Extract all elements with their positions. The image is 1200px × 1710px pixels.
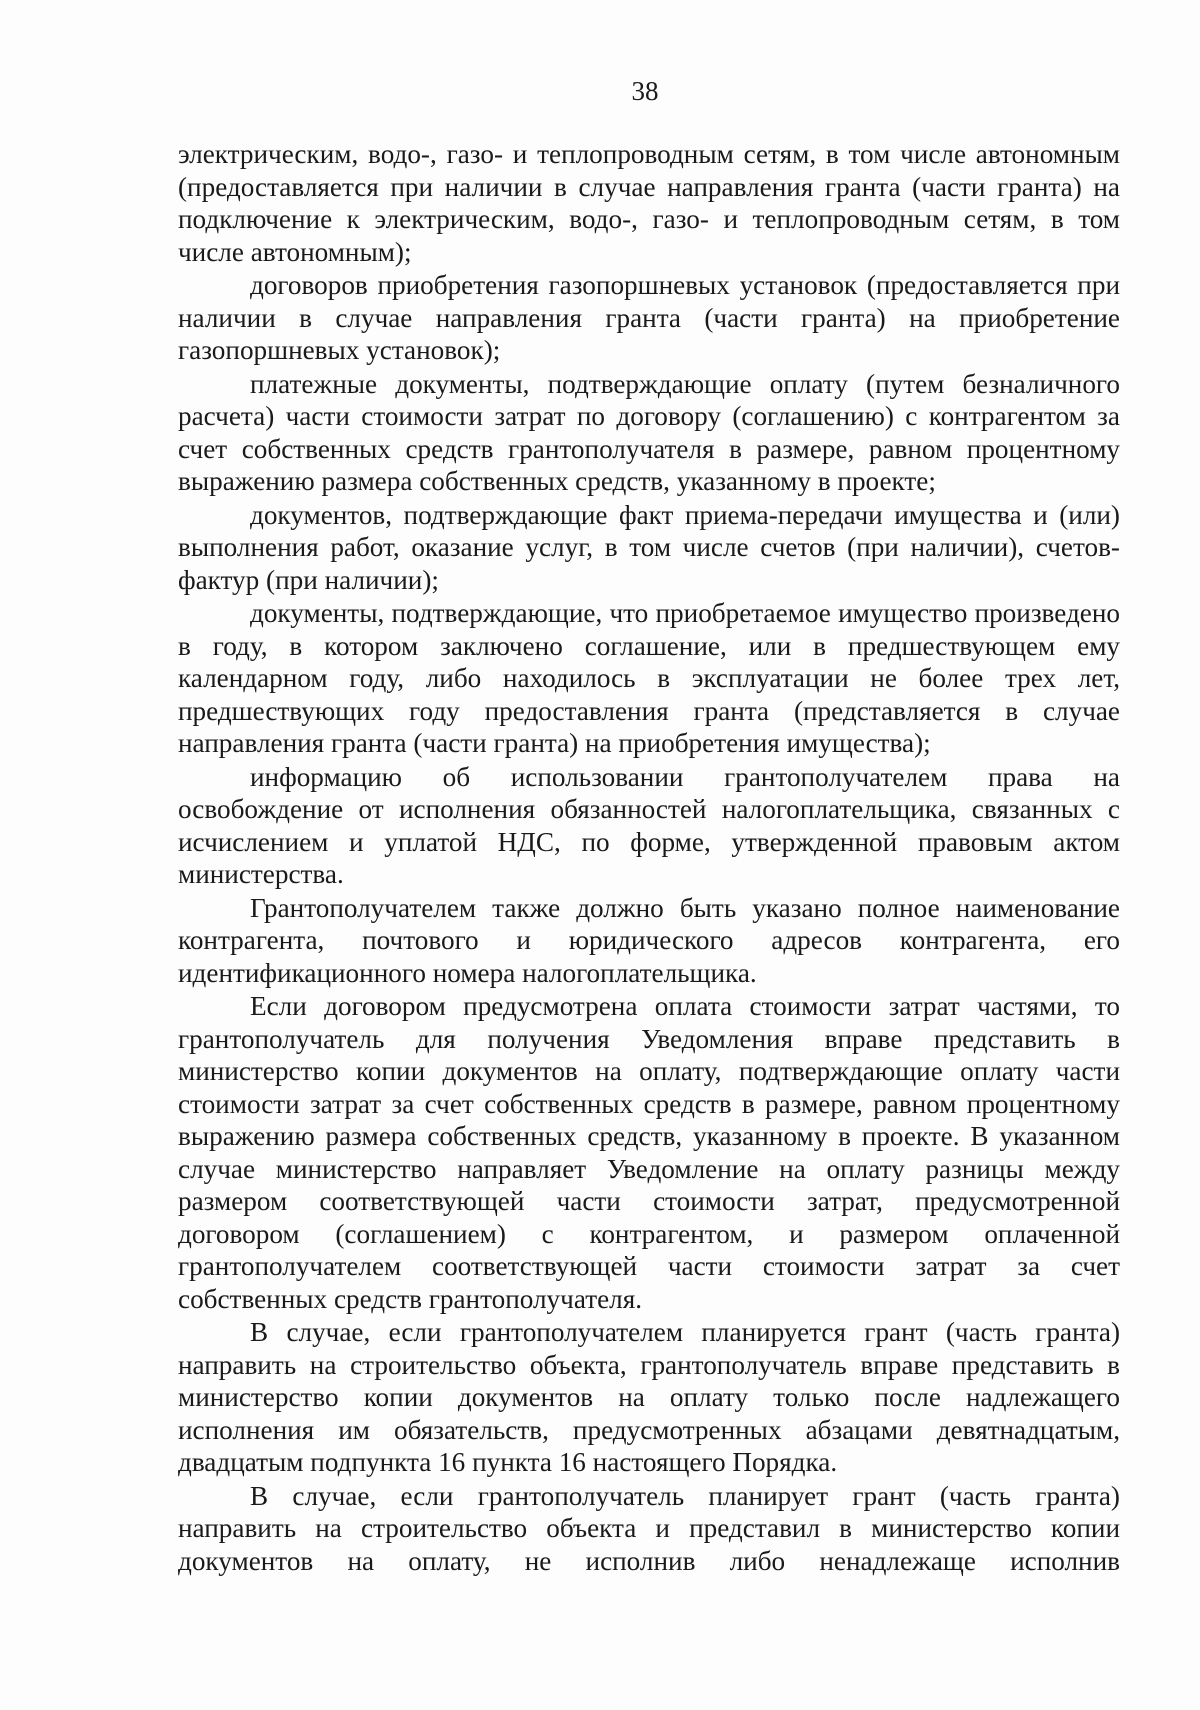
paragraph: Если договором предусмотрена оплата стоимости затрат частями, то грантополучатель для получения Уведомления вправе представить в министерство копии документов на оплату, подтверждающие оплату части стоимости затрат за счет собственных средств в размере, равном процентному выражению размера собственных средств, указанному в проекте. В указанном случае министерство направляет Уведомление на оплату разницы между размером соответствующей части стоимости затрат, предусмотренной договором (соглашением) с контрагентом, и размером оплаченной грантополучателем соответствующей части стоимости затрат за счет собственных средств грантополучателя. [178,991,1120,1314]
page-number: 38 [631,76,659,106]
paragraph: договоров приобретения газопоршневых установок (предоставляется при наличии в случае направления гранта (части гранта) на приобретение газопоршневых установок); [178,270,1120,365]
paragraph: информацию об использовании грантополучателем права на освобождение от исполнения обязанностей налогоплательщика, связанных с исчислением и уплатой НДС, по форме, утвержденной правовым актом министерства. [178,761,1120,889]
paragraph: электрическим, водо-, газо- и теплопроводным сетям, в том числе автономным (предоставляется при наличии в случае направления гранта (части гранта) на подключение к электрическим, водо-, газо- и теплопроводным сетям, в том числе автономным); [178,139,1120,267]
paragraph: документов, подтверждающие факт приема-передачи имущества и (или) выполнения работ, оказание услуг, в том числе счетов (при наличии), счетов-фактур (при наличии); [178,499,1120,595]
document-body [178,138,1120,1577]
paragraph: В случае, если грантополучателем планируется грант (часть гранта) направить на строительство объекта, грантополучатель вправе представить в министерство копии документов на оплату только после надлежащего исполнения им обязательств, предусмотренных абзацами девятнадцатым, двадцатым подпункта 16 пункта 16 настоящего Порядка. [178,1317,1120,1477]
paragraph: Грантополучателем также должно быть указано полное наименование контрагента, почтового и юридического адресов контрагента, его идентификационного номера налогоплательщика. [178,892,1120,988]
paragraph: В случае, если грантополучатель планирует грант (часть гранта) направить на строительство объекта и представил в министерство копии документов на оплату, не исполнив либо ненадлежаще исполнив [178,1480,1120,1576]
paragraph: документы, подтверждающие, что приобретаемое имущество произведено в году, в котором заключено соглашение, или в предшествующем ему календарном году, либо находилось в эксплуатации не более трех лет, предшествующих году предоставления гранта (представляется в случае направления гранта (части гранта) на приобретения имущества); [178,598,1120,758]
paragraph: платежные документы, подтверждающие оплату (путем безналичного расчета) части стоимости затрат по договору (соглашению) с контрагентом за счет собственных средств грантополучателя в размере, равном процентному выражению размера собственных средств, указанному в проекте; [178,368,1120,496]
